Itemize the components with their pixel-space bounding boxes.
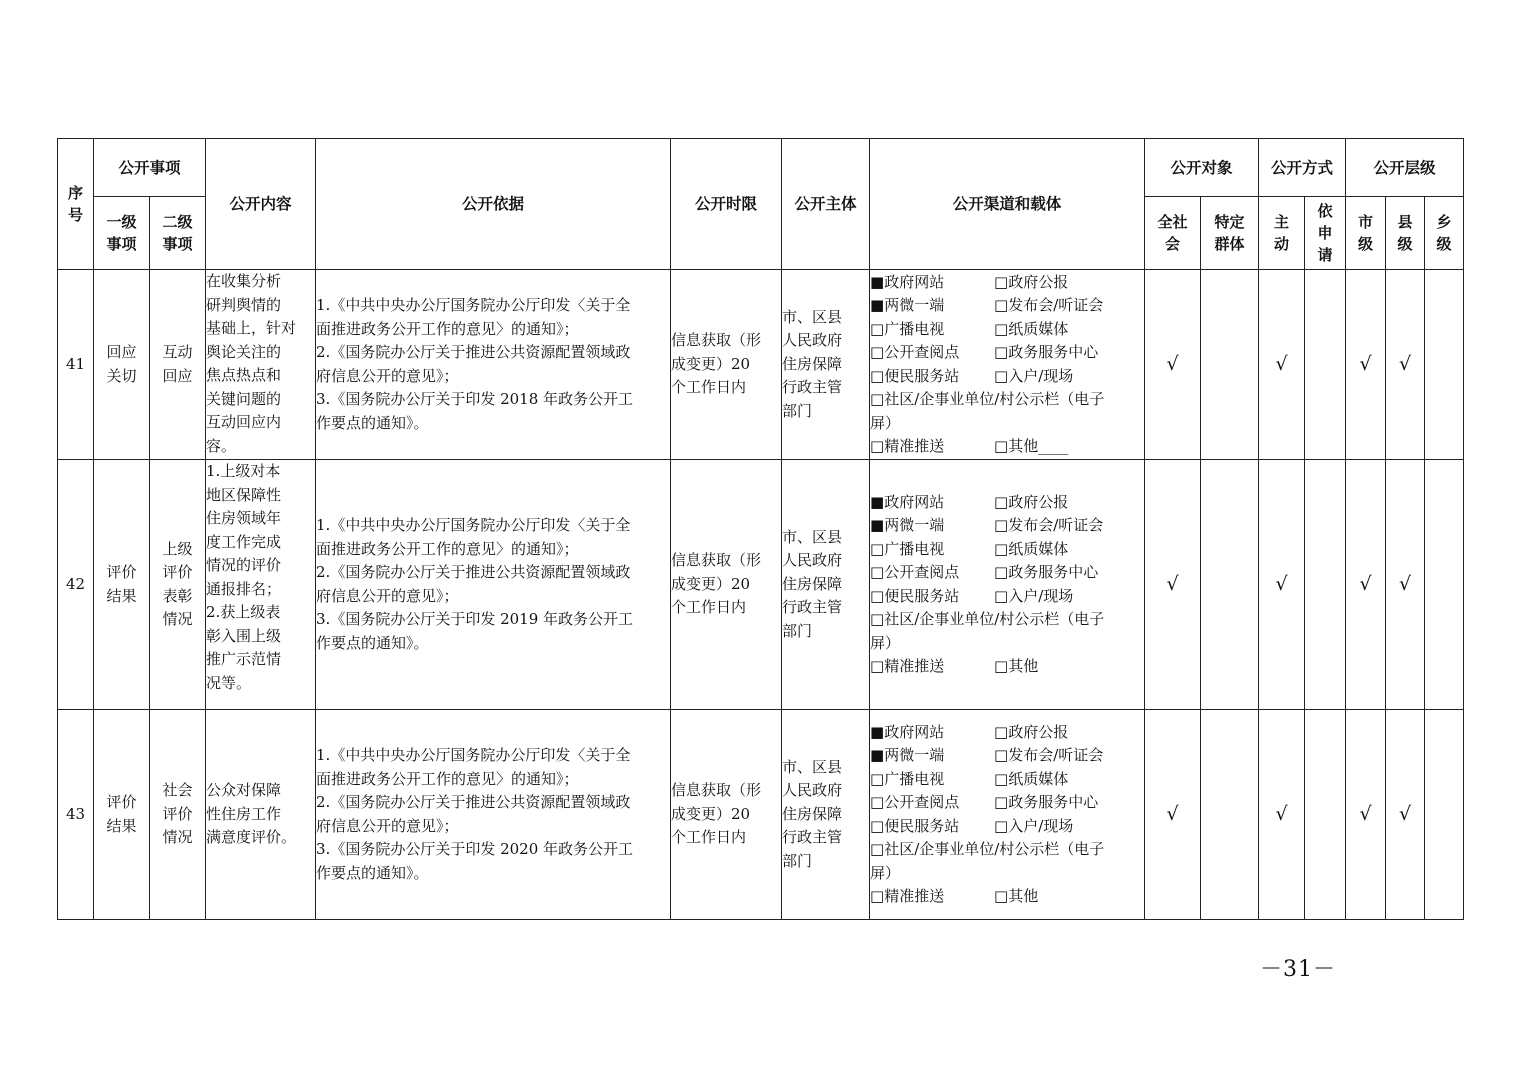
check-method-request (1305, 270, 1346, 460)
channel-broadcast: □广播电视 (870, 539, 945, 558)
row-level1: 评价 结果 (94, 710, 150, 920)
table-row (58, 270, 1464, 460)
channel-reading-point: □公开查阅点 (870, 793, 960, 811)
channel-service-station: □便民服务站 (870, 816, 960, 835)
row-basis: 1.《中共中央办公厅国务院办公厅印发〈关于全 面推进政务公开工作的意见〉的通知》； 2.《国务院办公厅关于推进公共资源配置领域政 府信息公开的意见》； 3.《国务院办公厅关于印发 2020 年政务公开工 作要点的通知》。 (316, 710, 671, 920)
channel-gov-website: ■政府网站 (870, 492, 945, 511)
header-seq: 序 号 (58, 139, 94, 270)
channel-gov-website: ■政府网站 (870, 722, 945, 741)
channel-on-site: □入户/现场 (994, 586, 1074, 605)
channel-press-hearing: □发布会/听证会 (994, 516, 1104, 534)
channel-press-hearing: □发布会/听证会 (994, 296, 1104, 314)
header-method-active: 主 动 (1259, 197, 1305, 270)
channel-social-media: ■两微一端 (870, 746, 945, 764)
table-row (58, 460, 1464, 710)
channel-precise-push: □精准推送 (870, 657, 945, 675)
check-level-county: √ (1386, 460, 1425, 710)
channel-social-media: ■两微一端 (870, 296, 945, 314)
row-basis: 1.《中共中央办公厅国务院办公厅印发〈关于全 面推进政务公开工作的意见〉的通知》； 2.《国务院办公厅关于推进公共资源配置领域政 府信息公开的意见》； 3.《国务院办公厅关于印发 2018 年政务公开工 作要点的通知》。 (316, 270, 671, 460)
row-level2: 互动 回应 (150, 270, 206, 460)
row-seq: 42 (58, 460, 94, 710)
header-method-request: 依 申 请 (1305, 197, 1346, 270)
row-level1: 回应 关切 (94, 270, 150, 460)
row-basis: 1.《中共中央办公厅国务院办公厅印发〈关于全 面推进政务公开工作的意见〉的通知》； 2.《国务院办公厅关于推进公共资源配置领域政 府信息公开的意见》； 3.《国务院办公厅关于印发 2019 年政务公开工 作要点的通知》。 (316, 460, 671, 710)
header-subject: 公开主体 (782, 139, 870, 270)
check-method-request (1305, 460, 1346, 710)
header-level-city: 市 级 (1346, 197, 1386, 270)
check-audience-group (1201, 460, 1259, 710)
header-method: 公开方式 (1259, 139, 1346, 197)
row-seq: 43 (58, 710, 94, 920)
channel-precise-push: □精准推送 (870, 887, 945, 905)
row-level2: 社会 评价 情况 (150, 710, 206, 920)
check-method-active: √ (1259, 460, 1305, 710)
row-seq: 41 (58, 270, 94, 460)
channel-print-media: □纸质媒体 (994, 539, 1069, 558)
channel-service-center: □政务服务中心 (994, 563, 1099, 581)
check-audience-group (1201, 710, 1259, 920)
row-level2: 上级 评价 表彰 情况 (150, 460, 206, 710)
header-level-county: 县 级 (1386, 197, 1425, 270)
header-audience-group: 特定 群体 (1201, 197, 1259, 270)
channel-other: □其他 (994, 657, 1039, 675)
row-content: 在收集分析 研判舆情的 基础上，针对 舆论关注的 焦点热点和 关键问题的 互动回应内 容。 (206, 270, 316, 460)
row-time-limit: 信息获取（形 成变更）20 个工作日内 (671, 270, 782, 460)
header-level-town: 乡 级 (1425, 197, 1464, 270)
channel-service-center: □政务服务中心 (994, 793, 1099, 811)
channel-on-site: □入户/现场 (994, 816, 1074, 835)
channel-gov-gazette: □政府公报 (994, 272, 1069, 291)
channel-broadcast: □广播电视 (870, 319, 945, 338)
channel-reading-point: □公开查阅点 (870, 563, 960, 581)
check-level-city: √ (1346, 710, 1386, 920)
channel-broadcast: □广播电视 (870, 769, 945, 788)
channel-precise-push: □精准推送 (870, 437, 945, 455)
check-method-request (1305, 710, 1346, 920)
row-subject: 市、区县 人民政府 住房保障 行政主管 部门 (782, 460, 870, 710)
channel-service-center: □政务服务中心 (994, 343, 1099, 361)
check-method-active: √ (1259, 710, 1305, 920)
channel-social-media: ■两微一端 (870, 516, 945, 534)
header-level1: 一级 事项 (94, 197, 150, 270)
table-row (58, 710, 1464, 920)
check-level-county: √ (1386, 710, 1425, 920)
row-subject: 市、区县 人民政府 住房保障 行政主管 部门 (782, 270, 870, 460)
header-basis: 公开依据 (316, 139, 671, 270)
check-level-town (1425, 710, 1464, 920)
channel-service-station: □便民服务站 (870, 586, 960, 605)
row-channels (870, 270, 1145, 460)
check-audience-all: √ (1145, 460, 1201, 710)
channel-gov-gazette: □政府公报 (994, 722, 1069, 741)
check-audience-group (1201, 270, 1259, 460)
channel-print-media: □纸质媒体 (994, 769, 1069, 788)
row-level1: 评价 结果 (94, 460, 150, 710)
channel-press-hearing: □发布会/听证会 (994, 746, 1104, 764)
channel-gov-gazette: □政府公报 (994, 492, 1069, 511)
channel-print-media: □纸质媒体 (994, 319, 1069, 338)
row-subject: 市、区县 人民政府 住房保障 行政主管 部门 (782, 710, 870, 920)
row-time-limit: 信息获取（形 成变更）20 个工作日内 (671, 710, 782, 920)
header-audience-all: 全社 会 (1145, 197, 1201, 270)
channel-service-station: □便民服务站 (870, 366, 960, 385)
header-time-limit: 公开时限 (671, 139, 782, 270)
header-level: 公开层级 (1346, 139, 1464, 197)
channel-bulletin-board: □社区/企事业单位/村公示栏（电子 屏） (870, 610, 1105, 652)
header-row-top (58, 139, 1464, 197)
page-number: －31－ (1260, 957, 1336, 982)
check-method-active: √ (1259, 270, 1305, 460)
disclosure-table (57, 138, 1464, 920)
check-level-city: √ (1346, 460, 1386, 710)
channel-bulletin-board: □社区/企事业单位/村公示栏（电子 屏） (870, 840, 1105, 882)
header-audience: 公开对象 (1145, 139, 1259, 197)
check-level-city: √ (1346, 270, 1386, 460)
row-channels (870, 460, 1145, 710)
channel-bulletin-board: □社区/企事业单位/村公示栏（电子 屏） (870, 390, 1105, 432)
check-audience-all: √ (1145, 710, 1201, 920)
check-level-town (1425, 460, 1464, 710)
channel-gov-website: ■政府网站 (870, 272, 945, 291)
channel-other: □其他____ (994, 437, 1069, 455)
header-level2: 二级 事项 (150, 197, 206, 270)
check-level-county: √ (1386, 270, 1425, 460)
channel-other: □其他 (994, 887, 1039, 905)
check-audience-all: √ (1145, 270, 1201, 460)
row-time-limit: 信息获取（形 成变更）20 个工作日内 (671, 460, 782, 710)
header-channel: 公开渠道和载体 (870, 139, 1145, 270)
channel-on-site: □入户/现场 (994, 366, 1074, 385)
row-channels (870, 710, 1145, 920)
header-content: 公开内容 (206, 139, 316, 270)
row-content: 公众对保障 性住房工作 满意度评价。 (206, 710, 316, 920)
check-level-town (1425, 270, 1464, 460)
header-matters: 公开事项 (94, 139, 206, 197)
channel-reading-point: □公开查阅点 (870, 343, 960, 361)
row-content: 1.上级对本 地区保障性 住房领域年 度工作完成 情况的评价 通报排名； 2.获上级表 彰入围上级 推广示范情 况等。 (206, 460, 316, 710)
